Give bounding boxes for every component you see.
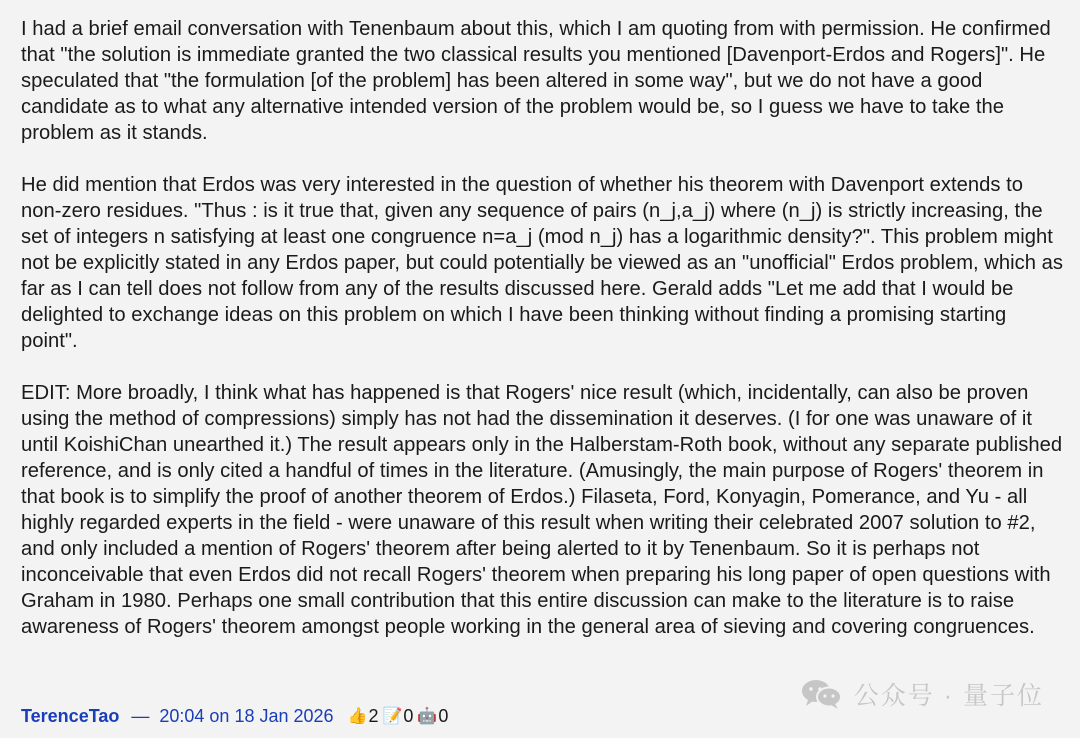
comment-paragraph: I had a brief email conversation with Tenenbaum about this, which I am quoting from with permission. He confirmed that "the solution is immediate granted the two classical results you mentioned [Davenport-Erdos and Rogers]". He speculated that "the formulation [of the problem] has been altered in some way", but we do not have a good candidate as to what any alternative intended version of the problem would be, so I guess we have to take the problem as it stands. <box>21 18 1051 144</box>
reaction-count: 0 <box>438 705 449 726</box>
comment-paragraph: He did mention that Erdos was very interested in the question of whether his theorem with Davenport extends to non-zero residues. "Thus : is it true that, given any sequence of pairs (n_j,a_j) where (n_j) is strictly increasing, the set of integers n satisfying at least one congruence n=a_j (mod n_j) has a logarithmic density?". This problem might not be explicitly stated in any Erdos paper, but could potentially be viewed as an "unofficial" Erdos problem, which as far as I can tell does not follow from any of the results discussed here. Gerald adds "Let me add that I would be delighted to exchange ideas on this problem on which I have been thinking without finding a promising starting point". <box>21 174 1064 352</box>
reaction-count: 0 <box>403 705 414 726</box>
comment-paragraph: EDIT: More broadly, I think what has happened is that Rogers' nice result (which, incidentally, can also be proven using the method of compressions) simply has not had the dissemination it deserves. (I for one was unaware of it until KoishiChan unearthed it.) The result appears only in the Halberstam-Roth book, without any separate published reference, and is only cited a handful of times in the literature. (Amusingly, the main purpose of Rogers' theorem in that book is to simplify the proof of another theorem of Erdos.) Filaseta, Ford, Konyagin, Pomerance, and Yu - all highly regarded experts in the field - were unaware of this result when writing their celebrated 2007 solution to #2, and only included a mention of Rogers' theorem after being alerted to it by Tenenbaum. So it is perhaps not inconceivable that even Erdos did not recall Rogers' theorem when preparing his long paper of open questions with Graham in 1980. Perhaps one small contribution that this entire discussion can make to the literature is to raise awareness of Rogers' theorem amongst people working in the general area of sieving and covering congruences. <box>21 382 1063 638</box>
memo-icon: 📝 <box>382 708 403 725</box>
wechat-icon <box>800 678 844 710</box>
timestamp-link[interactable]: 20:04 on 18 Jan 2026 <box>159 705 334 726</box>
reaction-count: 2 <box>368 705 379 726</box>
reaction-robot[interactable] <box>417 706 448 727</box>
robot-icon: 🤖 <box>417 708 438 725</box>
author-link[interactable]: TerenceTao <box>21 705 120 726</box>
comment-meta <box>21 704 448 728</box>
watermark <box>800 676 1044 712</box>
reaction-memo[interactable] <box>382 706 413 727</box>
reaction-thumbs-up[interactable] <box>348 706 379 727</box>
comment-body <box>21 16 1066 640</box>
watermark-text: 公众号 · 量子位 <box>853 682 1044 710</box>
meta-separator: — <box>131 705 150 726</box>
thumbs-up-icon: 👍 <box>347 708 368 725</box>
